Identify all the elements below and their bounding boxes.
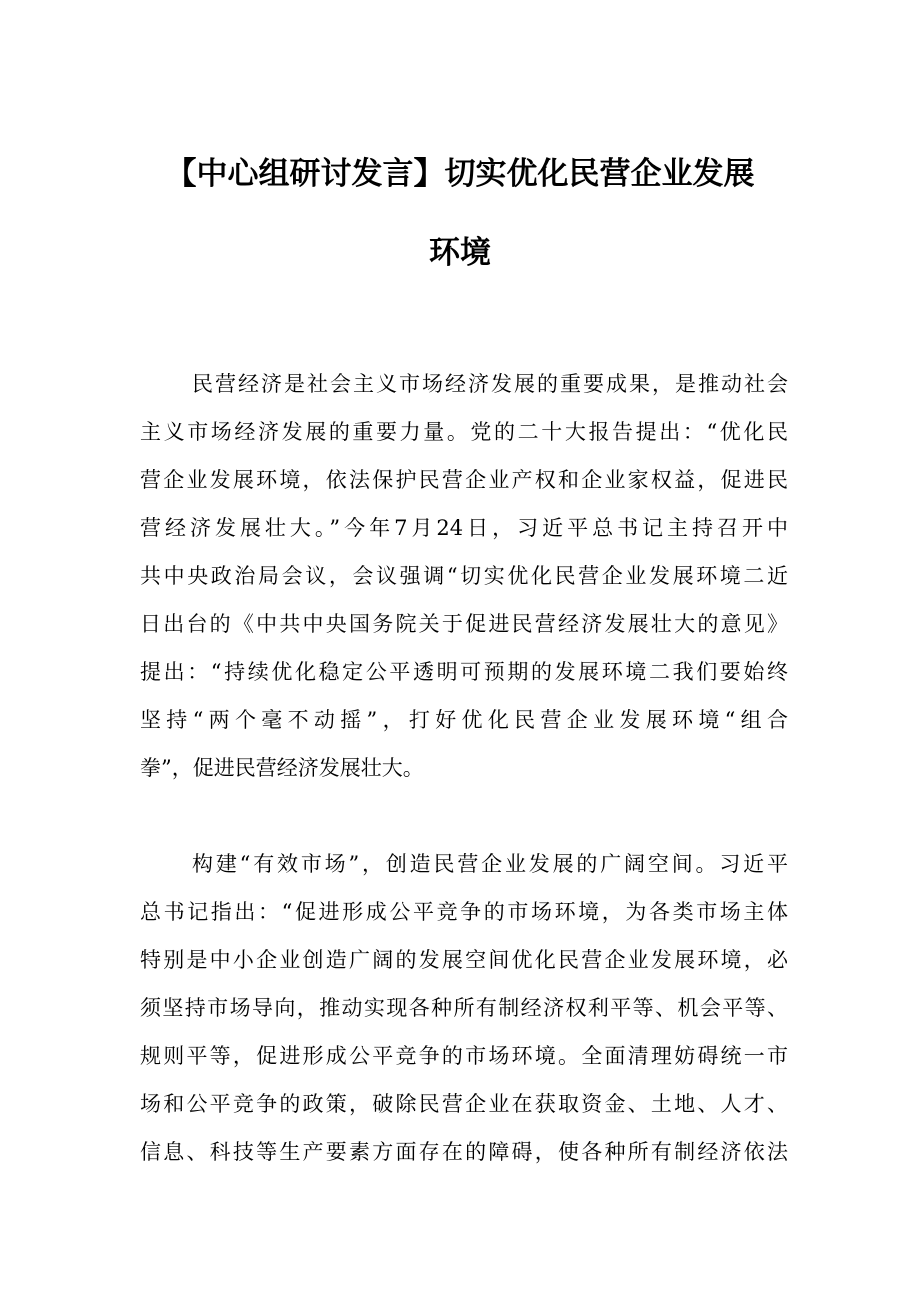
document-title-line-2: 环境 — [429, 235, 491, 271]
paragraph-line: 民营经济是社会主义市场经济发展的重要成果，是推动社会 — [192, 372, 788, 396]
paragraph-line: 规则平等，促进形成公平竞争的市场环境。全面清理妨碍统一市 — [140, 1044, 788, 1068]
paragraph-line: 信息、科技等生产要素方面存在的障碍，使各种所有制经济依法 — [140, 1140, 788, 1164]
paragraph-line: 营经济发展壮大。”今年7月24日，习近平总书记主持召开中 — [140, 516, 788, 540]
paragraph-line: 拳”，促进民营经济发展壮大。 — [140, 756, 424, 780]
paragraph-line: 营企业发展环境，依法保护民营企业产权和企业家权益，促进民 — [140, 468, 788, 492]
paragraph-line: 主义市场经济发展的重要力量。党的二十大报告提出：“优化民 — [140, 420, 788, 444]
paragraph-line: 构建“有效市场”，创造民营企业发展的广阔空间。习近平 — [192, 852, 788, 876]
document-title-line-1: 【中心组研讨发言】切实优化民营企业发展 — [165, 156, 755, 192]
paragraph-line: 场和公平竞争的政策，破除民营企业在获取资金、土地、人才、 — [140, 1092, 788, 1116]
paragraph-line: 日出台的《中共中央国务院关于促进民营经济发展壮大的意见》 — [140, 612, 788, 636]
paragraph-line: 总书记指出：“促进形成公平竞争的市场环境，为各类市场主体 — [140, 900, 788, 924]
paragraph-1 — [140, 360, 788, 792]
paragraph-line: 须坚持市场导向，推动实现各种所有制经济权利平等、机会平等、 — [140, 996, 788, 1020]
paragraph-line: 坚持“两个毫不动摇”，打好优化民营企业发展环境“组合 — [140, 708, 788, 732]
paragraph-line: 提出：“持续优化稳定公平透明可预期的发展环境二我们要始终 — [140, 660, 788, 684]
paragraph-line: 特别是中小企业创造广阔的发展空间优化民营企业发展环境，必 — [140, 948, 788, 972]
paragraph-2 — [140, 840, 788, 1176]
paragraph-line: 共中央政治局会议，会议强调“切实优化民营企业发展环境二近 — [140, 564, 788, 588]
